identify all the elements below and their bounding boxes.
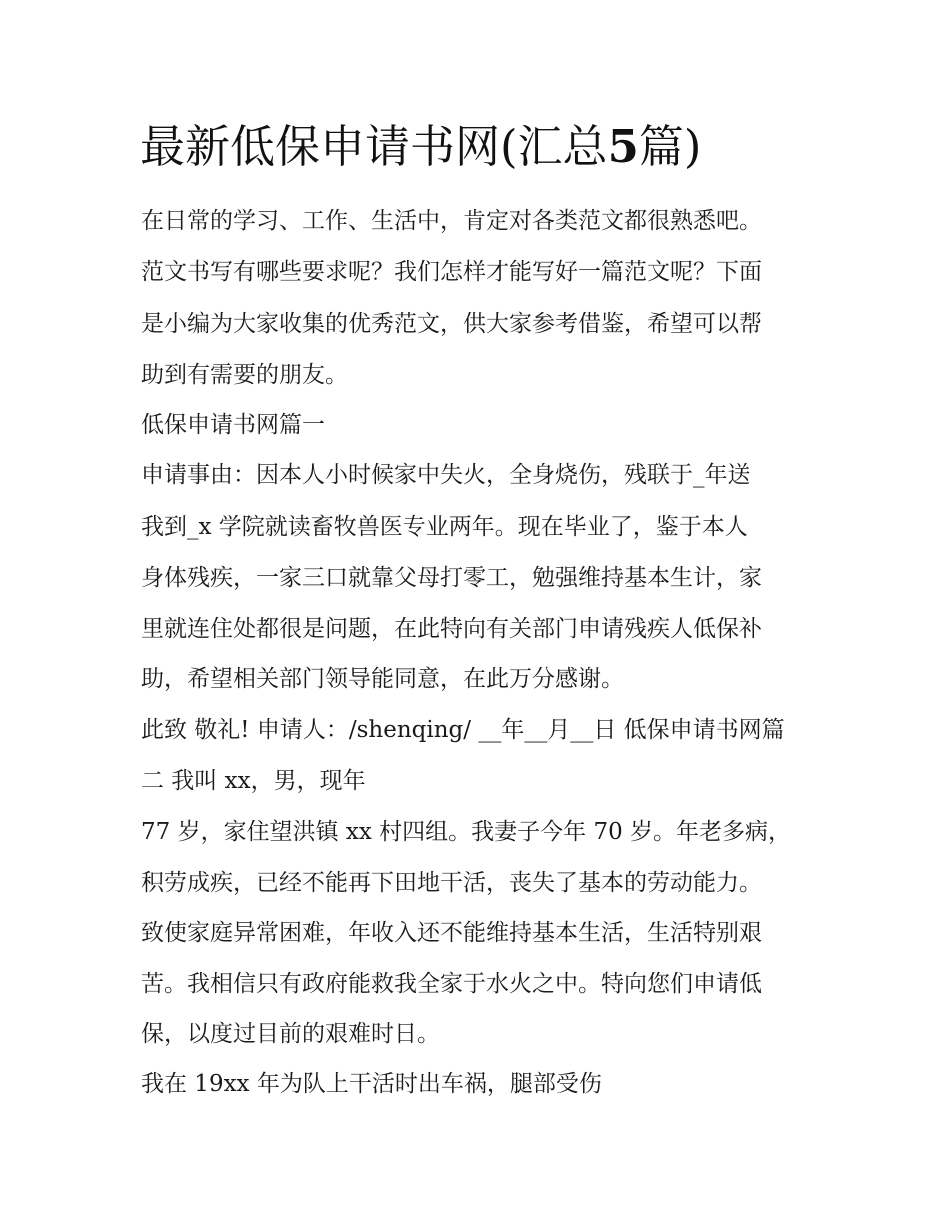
title-count: 5 (607, 120, 639, 173)
body-line: 是小编为大家收集的优秀范文，供大家参考借鉴，希望可以帮 (141, 311, 762, 337)
body-line: 我到_x 学院就读畜牧兽医专业两年。现在毕业了，鉴于本人 (141, 514, 748, 540)
body-line: 申请事由：因本人小时候家中失火，全身烧伤，残联于_年送 (141, 462, 751, 488)
body-line: 此致 敬礼! 申请人：/shenqing/ __年__月__日 低保申请书网篇 (141, 717, 785, 743)
body-line: 在日常的学习、工作、生活中，肯定对各类范文都很熟悉吧。 (141, 208, 762, 234)
body-line: 身体残疾，一家三口就靠父母打零工，勉强维持基本生计，家 (141, 565, 762, 591)
body-line: 苦。我相信只有政府能救我全家于水火之中。特向您们申请低 (141, 971, 762, 997)
body-line: 助，希望相关部门领导能同意，在此万分感谢。 (141, 666, 624, 692)
section-heading: 低保申请书网篇一 (141, 412, 325, 438)
body-line: 致使家庭异常困难，年收入还不能维持基本生活，生活特别艰 (141, 920, 762, 946)
body-line: 助到有需要的朋友。 (141, 362, 348, 388)
body-line: 我在 19xx 年为队上干活时出车祸，腿部受伤 (141, 1071, 602, 1097)
body-line: 范文书写有哪些要求呢？我们怎样才能写好一篇范文呢？下面 (141, 259, 762, 285)
body-line: 里就连住处都很是问题，在此特向有关部门申请残疾人低保补 (141, 616, 762, 642)
body-line: 保，以度过目前的艰难时日。 (141, 1021, 440, 1047)
body-line: 二 我叫 xx，男，现年 (141, 768, 366, 794)
body-line: 积劳成疾，已经不能再下田地干活，丧失了基本的劳动能力。 (141, 870, 762, 896)
title-tail: 篇) (638, 120, 702, 173)
title-text: 最新低保申请书网(汇总 (140, 120, 608, 173)
body-line: 77 岁，家住望洪镇 xx 村四组。我妻子今年 70 岁。年老多病， (141, 819, 792, 845)
document-title (140, 118, 840, 176)
